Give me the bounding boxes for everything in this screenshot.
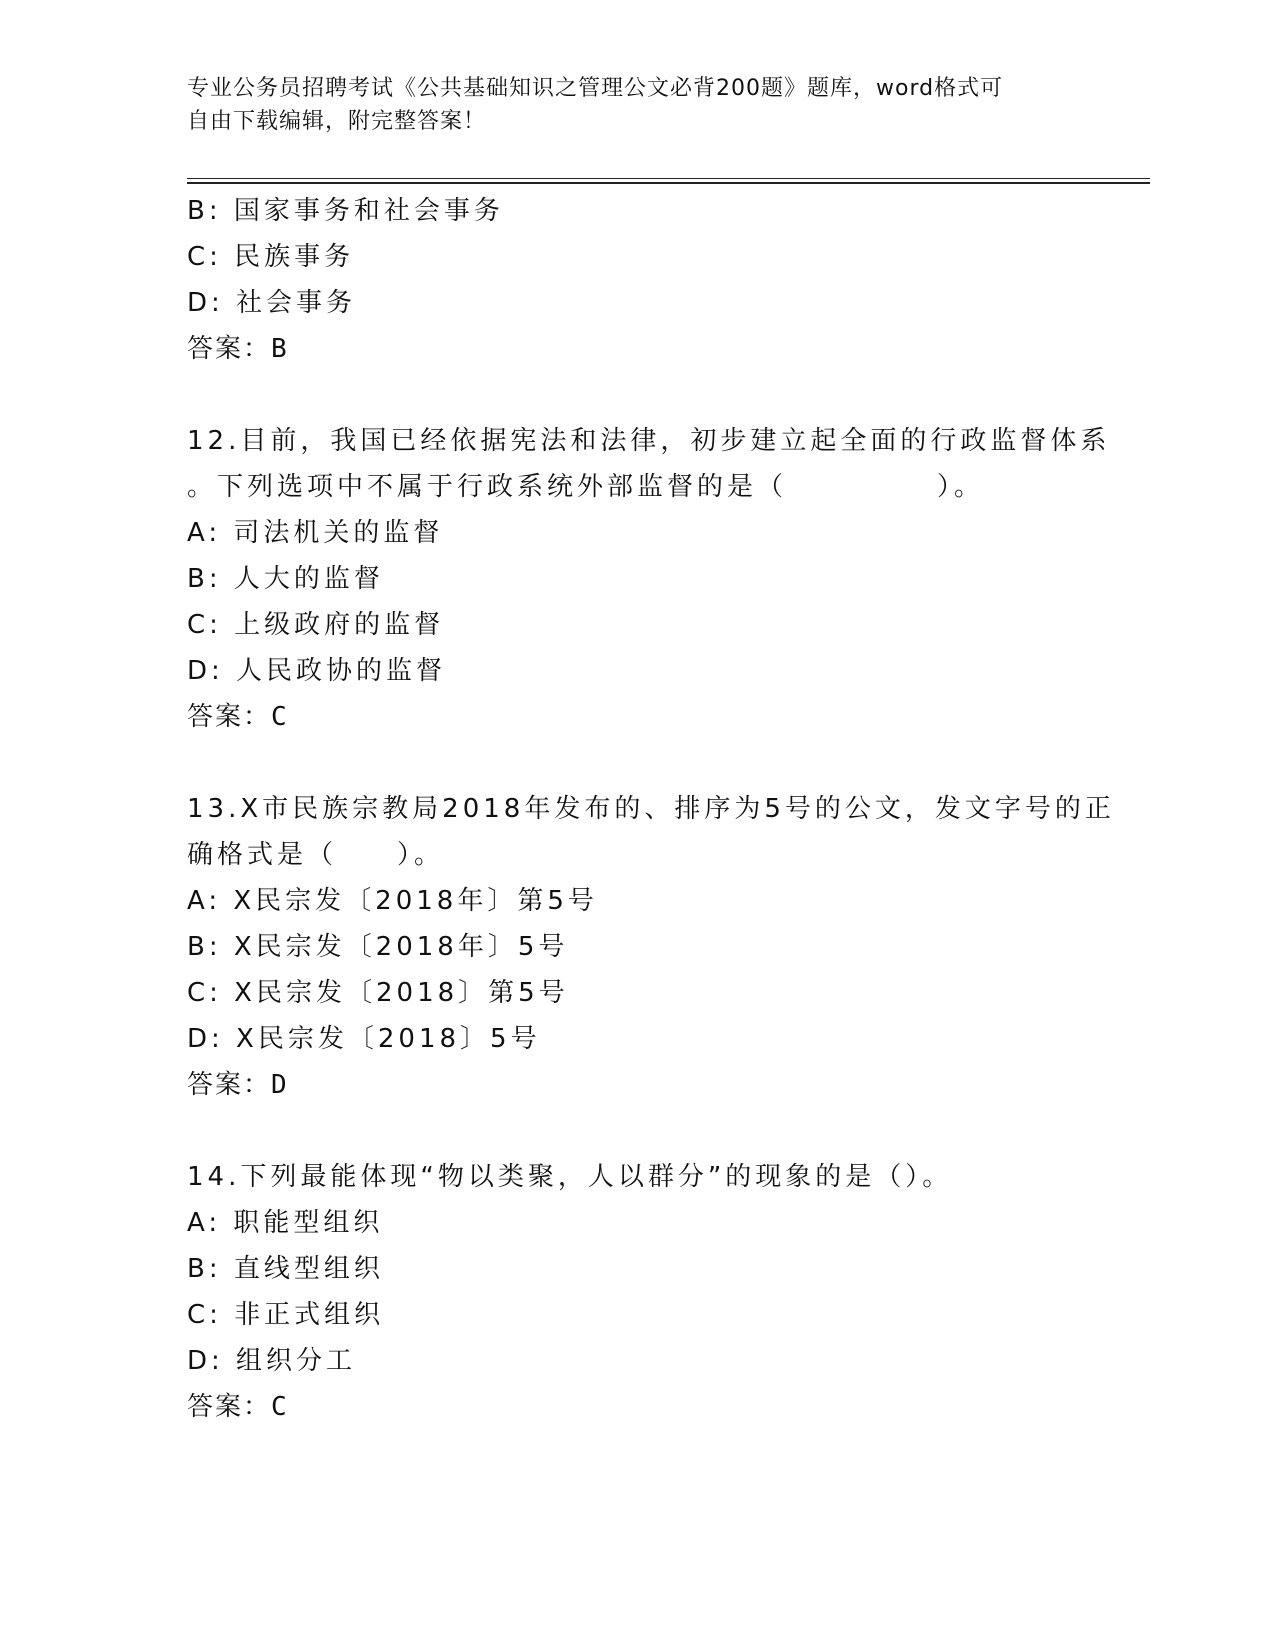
header-divider-bottom <box>187 182 1150 184</box>
option-c: C: X民宗发〔2018〕第5号 <box>187 978 569 1008</box>
answer-value: C <box>271 702 288 732</box>
option-d: D: X民宗发〔2018〕5号 <box>187 1024 541 1054</box>
answer-line <box>187 326 1087 372</box>
option-d: D: 人民政协的监督 <box>187 656 447 686</box>
question-stem-line-2: 。下列选项中不属于行政系统外部监督的是（ ）。 <box>187 472 985 502</box>
header-line-1: 专业公务员招聘考试《公共基础知识之管理公文必背200题》题库，word格式可 <box>187 76 1004 101</box>
question-13 <box>187 786 1115 1108</box>
option-c: C: 民族事务 <box>187 242 355 272</box>
option-c: C: 上级政府的监督 <box>187 610 445 640</box>
option-b: B: 人大的监督 <box>187 564 384 594</box>
answer-line <box>187 1062 1087 1108</box>
question-spacer <box>187 740 1087 786</box>
question-14 <box>187 1154 1087 1430</box>
question-12 <box>187 418 1111 740</box>
answer-label: 答案： <box>187 334 272 364</box>
option-b: B: 直线型组织 <box>187 1254 384 1284</box>
option-b: B: X民宗发〔2018年〕5号 <box>187 932 569 962</box>
answer-line <box>187 694 1087 740</box>
question-stem-line-2: 确格式是（ ）。 <box>187 840 445 870</box>
question-stem-line-1: 12.目前，我国已经依据宪法和法律，初步建立起全面的行政监督体系 <box>187 426 1111 456</box>
option-b: B: 国家事务和社会事务 <box>187 196 504 226</box>
question-stem-line-1: 13.X市民族宗教局2018年发布的、排序为5号的公文，发文字号的正 <box>187 794 1115 824</box>
answer-value: B <box>271 334 288 364</box>
question-spacer <box>187 1108 1087 1154</box>
option-a: A: X民宗发〔2018年〕第5号 <box>187 886 598 916</box>
option-a: A: 职能型组织 <box>187 1208 384 1238</box>
header-divider-top <box>187 178 1150 179</box>
option-d: D: 组织分工 <box>187 1346 357 1376</box>
option-a: A: 司法机关的监督 <box>187 518 444 548</box>
header-line-2: 自由下载编辑，附完整答案！ <box>187 109 487 134</box>
question-11 <box>187 188 1087 372</box>
answer-value: C <box>271 1392 288 1422</box>
option-d: D: 社会事务 <box>187 288 357 318</box>
answer-line <box>187 1384 1087 1430</box>
question-spacer <box>187 372 1087 418</box>
answer-value: D <box>271 1070 288 1100</box>
answer-label: 答案： <box>187 702 272 732</box>
document-header <box>187 72 1067 138</box>
option-c: C: 非正式组织 <box>187 1300 385 1330</box>
question-stem-line-1: 14.下列最能体现“物以类聚，人以群分”的现象的是（）。 <box>187 1162 953 1192</box>
answer-label: 答案： <box>187 1070 272 1100</box>
question-list <box>187 188 1115 1430</box>
answer-label: 答案： <box>187 1392 272 1422</box>
